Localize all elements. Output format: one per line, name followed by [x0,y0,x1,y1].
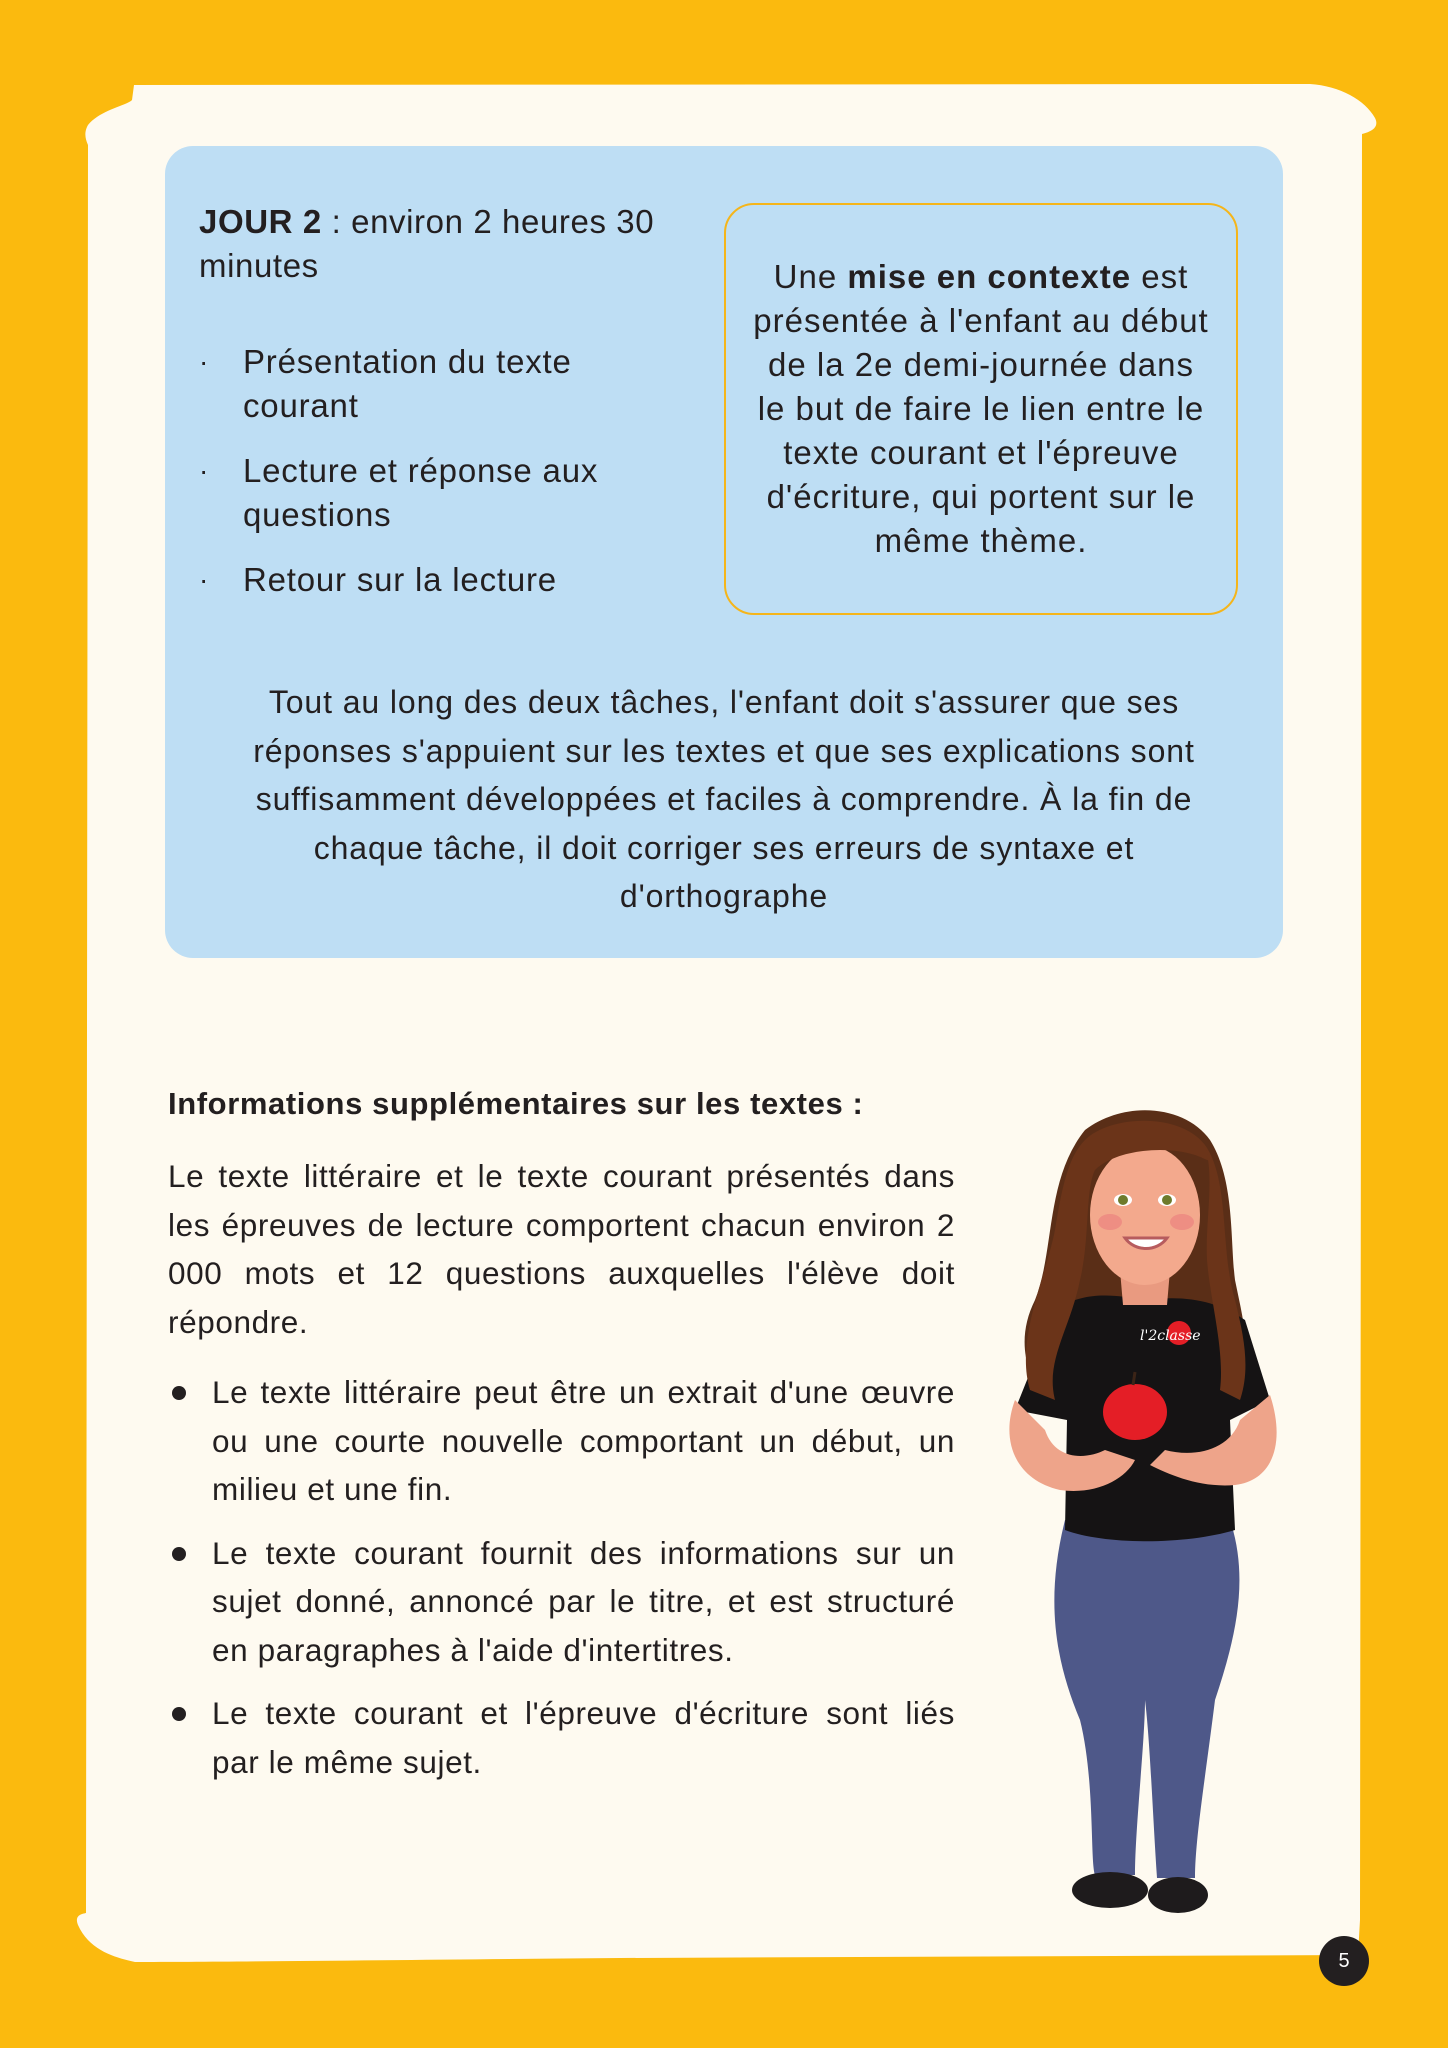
info-list [168,1368,955,1801]
shirt-logo-text: l'2classe [1140,1328,1201,1344]
context-callout [724,203,1238,615]
context-text: Une mise en contexte est présentée à l'enfant au début de la 2e demi-journée dans le but de faire le lien entre le texte courant et l'épreuve d'écriture, qui portent sur le même thème. [753,258,1209,559]
info-intro-paragraph: Le texte littéraire et le texte courant présentés dans les épreuves de lecture comportent chacun environ 2 000 mots et 12 questions auxquelles l'élève doit répondre. [168,1158,955,1340]
page-number-badge: 5 [1319,1936,1369,1986]
day-label: JOUR 2 [199,203,322,240]
bullet-icon [172,1386,186,1400]
task-item: · Retour sur la lecture [199,558,629,602]
context-emphasis: mise en contexte [847,258,1132,295]
teacher-illustration [985,1100,1305,1930]
info-list-item: Le texte littéraire peut être un extrait d'une œuvre ou une courte nouvelle comportant un début, un milieu et une fin. [168,1368,955,1514]
info-section-title: Informations supplémentaires sur les textes : [168,1086,864,1121]
bullet-icon [172,1707,186,1721]
day-duration: : environ 2 heures 30 minutes [199,203,655,284]
bullet-dot-icon: · [199,346,210,377]
task-note: Tout au long des deux tâches, l'enfant doit s'assurer que ses réponses s'appuient sur les textes et que ses explications sont suffisamment développées et faciles à comprendre. À la fin de chaque tâche, il doit corriger ses erreurs de syntaxe et d'orthographe [253,684,1195,914]
bullet-icon [172,1547,186,1561]
info-list-item: Le texte courant fournit des informations sur un sujet donné, annoncé par le titre, et est structuré en paragraphes à l'aide d'intertitres. [168,1529,955,1675]
day-heading [199,200,659,288]
bullet-dot-icon: · [199,455,210,486]
task-list [199,340,629,623]
bullet-dot-icon: · [199,564,210,595]
info-list-item: Le texte courant et l'épreuve d'écriture sont liés par le même sujet. [168,1689,955,1786]
task-item: · Présentation du texte courant [199,340,629,428]
task-item: · Lecture et réponse aux questions [199,449,629,537]
